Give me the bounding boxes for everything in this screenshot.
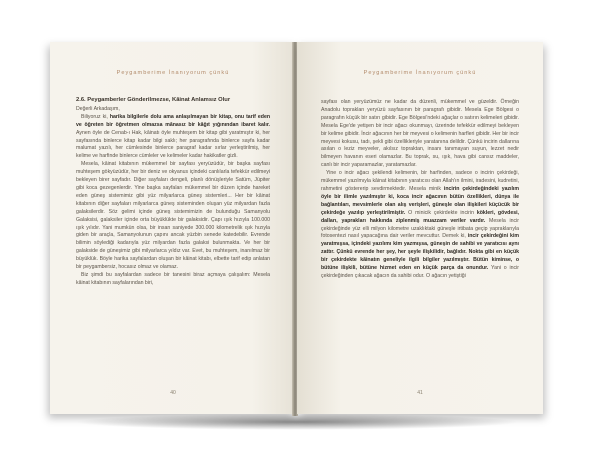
paragraph-text: Yine o incir ağacı şekilendi kelimenin, bir harfinden, sadece o incirin çekirdeği, mükemmel yazılmıyla kâinat kitabının yaratıcısı olan Allah'ın ilmini, iradesini, kudretini, rahmetini göstererip sevdirmektedir. Mesela minik bbox=[321, 170, 519, 192]
section-title: 2.6. Peygamberler Gönderilmezse, Kâinat Anlamsız Olur bbox=[76, 97, 231, 103]
page-number-left: 40 bbox=[170, 390, 176, 396]
paragraph: Biz şimdi bu sayfalardan sadece bir tanesini biraz açmaya çalışalım: Mesela kâinat kitabının sayfalarından biri, bbox=[76, 271, 270, 286]
running-head-right: Peygamberime İnanıyorum çünkü bbox=[363, 70, 477, 76]
paragraph-text: Biliyoruz ki, bbox=[81, 113, 108, 120]
paragraph: sayfası olan yeryüzümüz ne kadar da düzenli, mükemmel ve güzeldir. Örneğin Anadolu toprakları yeryüzü sayfasının bir paragrafı gibidir. Mesela Ege Bölgesi o paragrafın küçük bir satırı gibidir. Ege Bölgesi'ndeki ağaçlar o satırın kelimeleri gibidir. Mesela Ege'de yetişen bir incir ağacı okunmayı, üzerinde tefekkür edilmeyi bekleyen bir kelime gibidir. İncir ağacının her bir meyvesi o kelimenin harfleri gibidir. Her bir incir meyvesi kokusu, tadı, şekli gibi özellikleriyle yaratanına delildir. Çünkü incirin dallarına asılan o leziz meyveler, akılsız topraktan, insanı tanımayan suyun, lezzet nedir bilmeyen havanın eseri olamazlar. Bu toprak, su, ışık, hava gibi cansız maddeler, canlı bir incir yaparamazlar, yaratamazlar. bbox=[321, 99, 519, 169]
paragraph-text: O minicik çekirdekte incirin bbox=[408, 209, 474, 216]
book-shadow bbox=[74, 414, 520, 430]
bold-text: incirin çekirdeğindeki yazılım öyle bir ilimle yazılmıştır ki, koca incir ağacının bütün özellikleri, dünya ile bağlantıları, mevsimlerle olan alış verişleri, güneşle olan ilişkileri küçücük bir çekirdeğe yazılıp yerleştirilmiştir. bbox=[321, 185, 519, 216]
paragraph bbox=[76, 114, 270, 161]
bold-text: incir çekirdeğini kim yaratmışsa, içindeki yazılımı kim yazmışsa, güneşin de sahibi ve yaratıcısı aynı zattır. Çünkü evrende her şey, her şeyle ilişkilidir, bağlıdır. Nokta gibi en küçük bir çekirdekte kâinatın geneliyle ilgili bilgiler yazılmıştır. Bütün kiminse, o bütüne ilişkili, bütüne hizmet eden en küçük parça da onundur. bbox=[321, 233, 519, 272]
open-book bbox=[44, 42, 550, 418]
bold-text: kökleri, gövdesi, dalları, yaprakları hakkında ziplenmiş muazzam veriler vardır. bbox=[321, 209, 519, 224]
paragraph: Mesela, kâinat kitabının mükemmel bir sayfası yeryüzüdür, bir başka sayfası muhteşem gökyüzüdür, her bir deniz ve okyanus içindeki canlılarla tefekkür edilmeyi bekleyen birer sayfadır. Diğer sayfaları dengeli, planlı dönüşleriyle Satürn, Jüpiter gibi koca gezegenlerdir. Yine başka sayfaları mükemmel bir düzen içinde hareket eden güneş sistemimiz gibi yüz milyarlarca güneş sistemleri... Her bir kâinat kitabının diğer sayfaları milyarlarca güneş sisteminden oluşan yüz milyardan fazla galaksilerdir. Söz gelimi içinde güneş sistemimizin de bulunduğu Samanyolu Galaksisi, galaksiler içinde orta büyüklükte bir galaksidir. Çapı ışık hızıyla 100.000 ışık yılıdır. Yani mumkün olsa, bir insan saniyede 300.000 kilometrelik ışık hızıyla giden bir araçla, Samanyolunun çapını ancak yüzbin senede katedebilir. Evrende bilimin söylediği kadarıyla yüz milyardan fazla galaksi bulunmakta. Ve her bir galakside de güneşimiz gibi milyarlarca yıldız var. Evet, bu muhteşem, inanılmaz bir büyüklük. Böyle harika sayfalardan oluşan bir kâinat kitabı, elbette tarif edip anlatan bir peygambersiz, hocasız olmaz ve olamaz. bbox=[76, 161, 270, 271]
paragraph-text: Mesela incir çekirdeğinde yüz elli milyon kilometre uzaklıktaki güneşle irtibata geçip yapraklarıyla fotosentezi nasıl yapacağına dair veriler mevcuttur. Demek ki, bbox=[321, 217, 519, 240]
paragraph-text: Yani o incir çekirdeğinden çıkacak ağacın da sahibi odur. O ağacın yetiştiği bbox=[321, 265, 519, 279]
left-page bbox=[50, 42, 296, 414]
left-page-body bbox=[76, 97, 270, 288]
paragraph-text: Aynen öyle de Cenab-ı Hak, kâinatı öyle muhteşem bir kitap gibi yaratmıştır ki, her sayfasında binlerce kitap kadar bilgi saklı; her paragrafında binlerce sayfa kadar malumat yazılı, her cümlesinde binlerce paragraf kadar sırlar yerleştirilmiş, her kelime ve harfinde binlerce cümleler ve kelimeler kadar hakikatler gizli. bbox=[76, 129, 270, 160]
paragraph bbox=[321, 170, 519, 281]
page-number-right: 41 bbox=[417, 390, 423, 396]
right-page bbox=[297, 42, 543, 414]
bold-text: harika bilgilerle dolu ama anlaşılmayan bir kitap, onu tarif eden ve öğreten bir öğretmen olmazsa mânasız bir kâğıt yığınından ibaret kalır. bbox=[76, 113, 270, 128]
greeting: Değerli Arkadaşım, bbox=[76, 105, 120, 112]
right-page-body bbox=[321, 99, 519, 281]
running-head-left: Peygamberime İnanıyorum çünkü bbox=[116, 70, 230, 76]
